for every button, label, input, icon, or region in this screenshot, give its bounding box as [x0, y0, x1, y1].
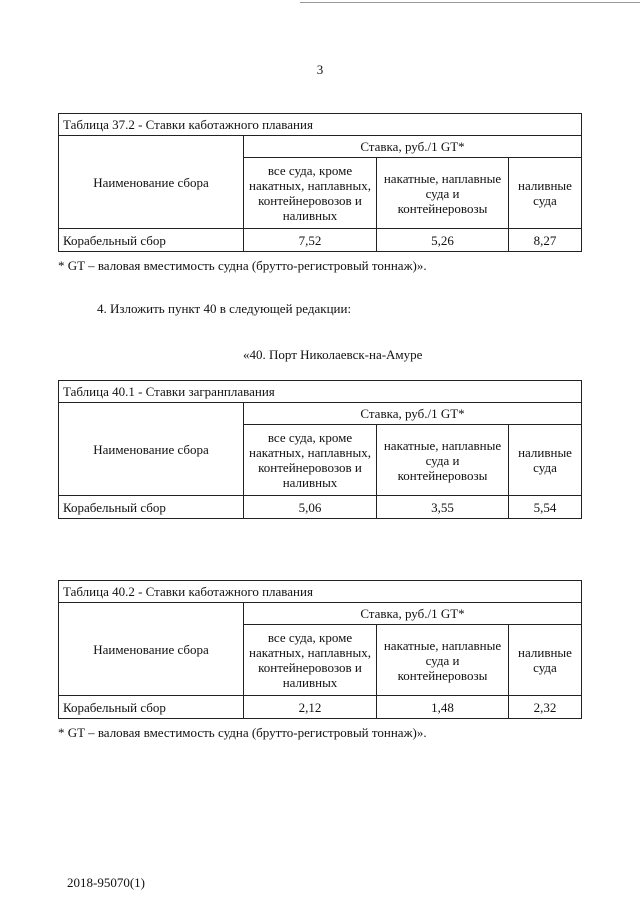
- amendment-paragraph: 4. Изложить пункт 40 в следующей редакции:: [97, 301, 352, 316]
- col-header-roro-container: накатные, наплавные суда и контейнеровозы: [377, 625, 509, 696]
- col-header-name: Наименование сбора: [59, 403, 244, 496]
- rate-header: Ставка, руб./1 GT*: [244, 603, 582, 625]
- value-tankers: 5,54: [509, 496, 582, 519]
- col-header-name: Наименование сбора: [59, 603, 244, 696]
- col-header-all-vessels: все суда, кроме накатных, наплавных, контейнеровозов и наливных: [244, 625, 377, 696]
- table-title: Таблица 37.2 - Ставки каботажного плавания: [59, 114, 582, 136]
- rates-table-40-1: [58, 380, 582, 519]
- row-label: Корабельный сбор: [59, 229, 244, 252]
- value-all-vessels: 2,12: [244, 696, 377, 719]
- value-roro-container: 5,26: [377, 229, 509, 252]
- rates-table-37-2: [58, 113, 582, 252]
- table-title: Таблица 40.2 - Ставки каботажного плавания: [59, 581, 582, 603]
- port-heading: «40. Порт Николаевск-на-Амуре: [243, 347, 423, 362]
- value-tankers: 2,32: [509, 696, 582, 719]
- col-header-roro-container: накатные, наплавные суда и контейнеровозы: [377, 158, 509, 229]
- rate-header: Ставка, руб./1 GT*: [244, 136, 582, 158]
- scan-edge-line: [300, 2, 640, 3]
- value-all-vessels: 7,52: [244, 229, 377, 252]
- col-header-name: Наименование сбора: [59, 136, 244, 229]
- col-header-all-vessels: все суда, кроме накатных, наплавных, контейнеровозов и наливных: [244, 158, 377, 229]
- value-tankers: 8,27: [509, 229, 582, 252]
- col-header-roro-container: накатные, наплавные суда и контейнеровозы: [377, 425, 509, 496]
- footnote: * GT – валовая вместимость судна (брутто-регистровый тоннаж)».: [58, 258, 427, 273]
- col-header-tankers: наливные суда: [509, 625, 582, 696]
- value-roro-container: 1,48: [377, 696, 509, 719]
- col-header-all-vessels: все суда, кроме накатных, наплавных, контейнеровозов и наливных: [244, 425, 377, 496]
- document-id: 2018-95070(1): [67, 875, 145, 890]
- page-number: 3: [316, 62, 324, 77]
- rate-header: Ставка, руб./1 GT*: [244, 403, 582, 425]
- value-roro-container: 3,55: [377, 496, 509, 519]
- footnote: * GT – валовая вместимость судна (брутто-регистровый тоннаж)».: [58, 725, 427, 740]
- row-label: Корабельный сбор: [59, 496, 244, 519]
- col-header-tankers: наливные суда: [509, 425, 582, 496]
- value-all-vessels: 5,06: [244, 496, 377, 519]
- table-title: Таблица 40.1 - Ставки загранплавания: [59, 381, 582, 403]
- row-label: Корабельный сбор: [59, 696, 244, 719]
- col-header-tankers: наливные суда: [509, 158, 582, 229]
- rates-table-40-2: [58, 580, 582, 719]
